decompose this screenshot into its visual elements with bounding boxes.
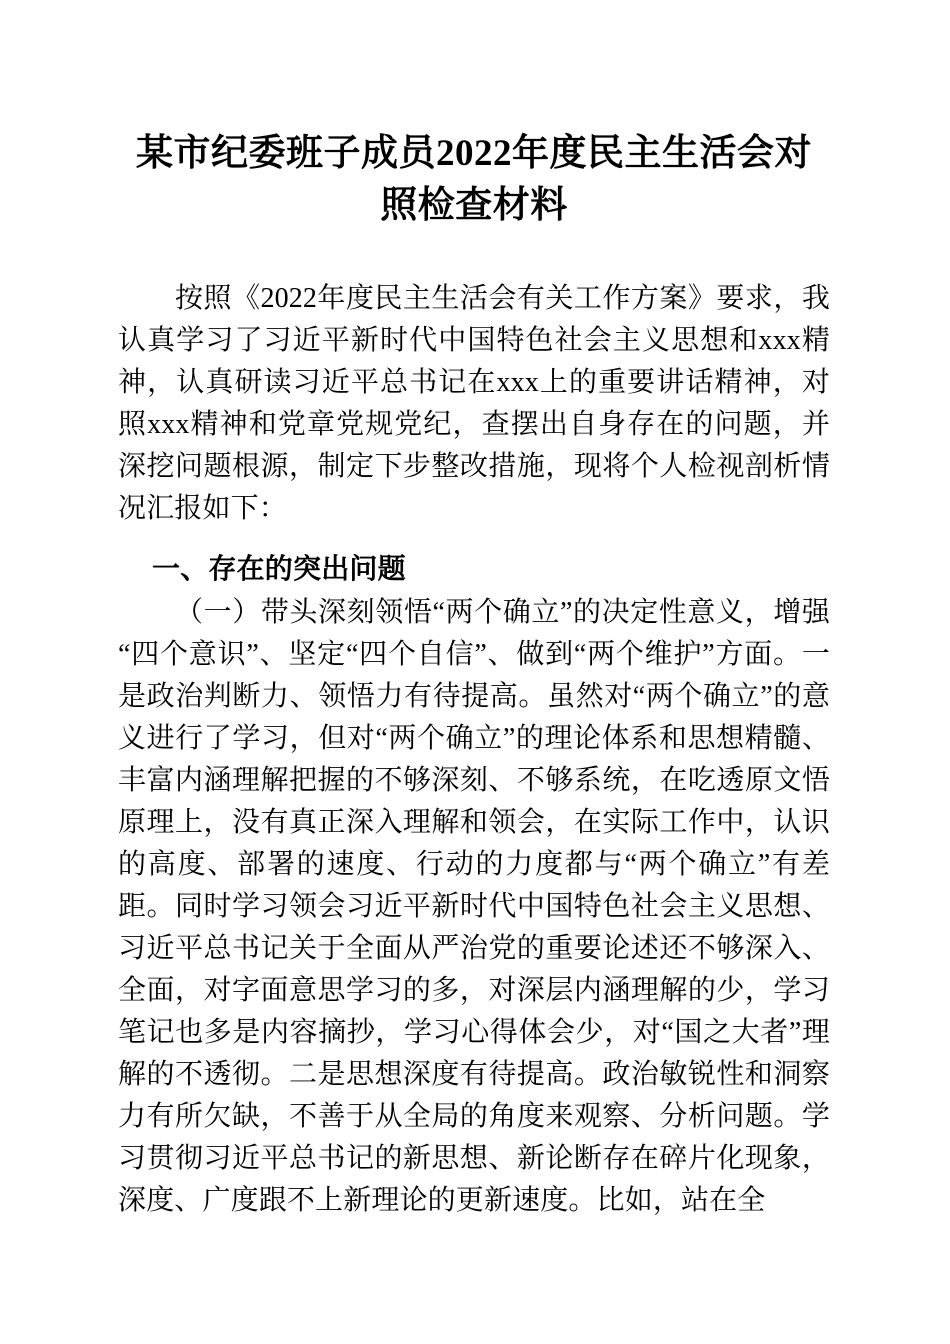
page-content-area — [118, 0, 830, 1222]
page-title: 某市纪委班子成员2022年度民主生活会对照检查材料 — [136, 133, 812, 226]
paragraph-section-1-1: （一）带头深刻领悟“两个确立”的决定性意义，增强“四个意识”、坚定“四个自信”、做到“两个维护”方面。一是政治判断力、领悟力有待提高。虽然对“两个确立”的意义进行了学习，但对“两个确立”的理论体系和思想精髓、丰富内涵理解把握的不够深刻、不够系统，在吃透原文悟原理上，没有真正深入理解和领会，在实际工作中，认识的高度、部署的速度、行动的力度都与“两个确立”有差距。同时学习领会习近平新时代中国特色社会主义思想、习近平总书记关于全面从严治党的重要论述还不够深入、全面，对字面意思学习的多，对深层内涵理解的少，学习笔记也多是内容摘抄，学习心得体会少，对“国之大者”理解的不透彻。二是思想深度有待提高。政治敏锐性和洞察力有所欠缺，不善于从全局的角度来观察、分析问题。学习贯彻习近平总书记的新思想、新论断存在碎片化现象，深度、广度跟不上新理论的更新速度。比如，站在全 — [118, 597, 830, 1216]
paragraph-opening: 按照《2022年度民主生活会有关工作方案》要求，我认真学习了习近平新时代中国特色社会主义思想和xxx精神，认真研读习近平总书记在xxx上的重要讲话精神，对照xxx精神和党章党规党纪，查摆出自身存在的问题，并深挖问题根源，制定下步整改措施，现将个人检视剖析情况汇报如下： — [118, 283, 830, 524]
section-heading-existing-problems: 一、存在的突出问题 — [152, 553, 406, 584]
